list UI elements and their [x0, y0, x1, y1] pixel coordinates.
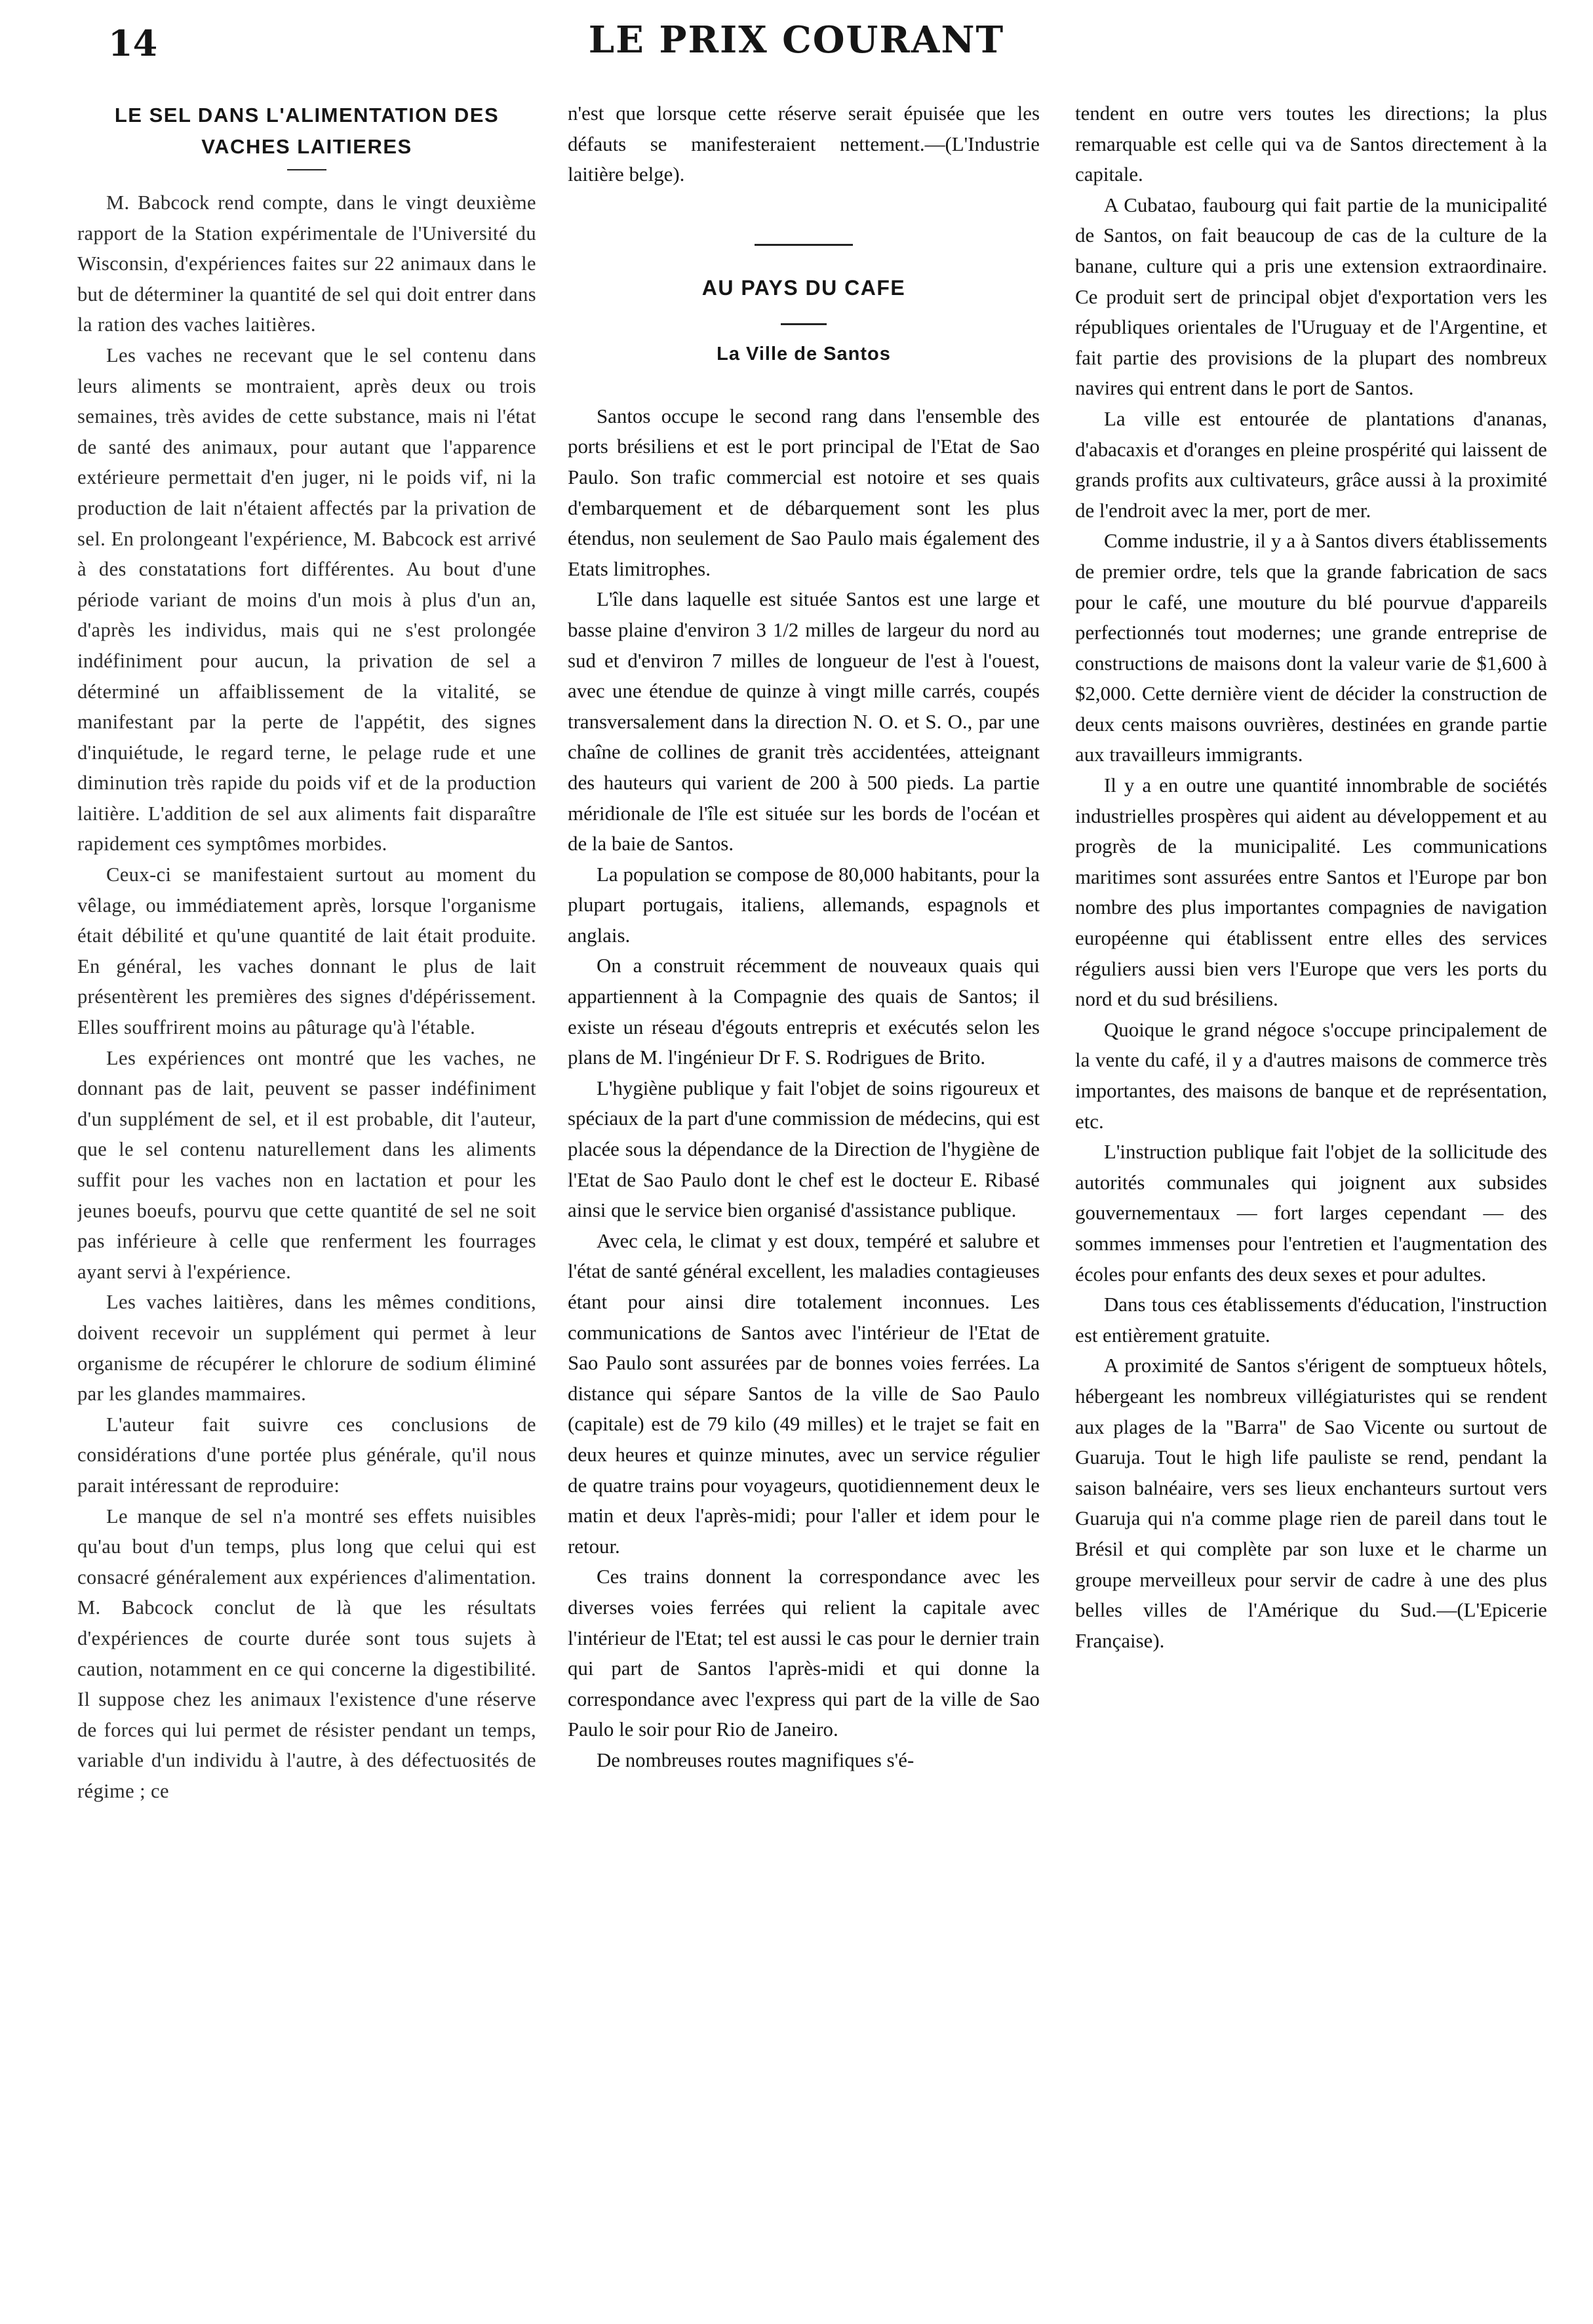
column-3 [1075, 98, 1547, 2304]
article-paragraph: tendent en outre vers toutes les directions; la plus remarquable est celle qui va de Santos directement à la capitale. [1075, 102, 1547, 186]
article-paragraph: L'île dans laquelle est située Santos est une large et basse plaine d'environ 3 1/2 milles de largeur du nord au sud et d'environ 7 milles de longueur de l'est à l'ouest, avec une étendue de quinze à vingt mille carrés, coupés transversalement dans la direction N. O. et S. O., par une chaîne de collines de granit très accidentées, atteignant des hauteurs qui varient de 200 à 500 pieds. La partie méridionale de l'île est située sur les bords de l'océan et de la baie de Santos. [568, 587, 1040, 856]
article-separator [755, 244, 853, 246]
article-paragraph: M. Babcock rend compte, dans le vingt deuxième rapport de la Station expérimentale de l'Université du Wisconsin, d'expériences faites sur 22 animaux dans le but de déterminer la quantité de sel qui doit entrer dans la ration des vaches laitières. [77, 191, 536, 336]
article-paragraph: Les expériences ont montré que les vaches, ne donnant pas de lait, peuvent se passer indéfiniment d'un supplément de sel, et il est probable, dit l'auteur, que le sel contenu naturellement dans les aliments suffit pour les vaches non en lactation et pour les jeunes boeufs, pourvu que cette quantité de sel ne soit pas inférieure à celle que renferment les fourrages ayant servi à l'expérience. [77, 1046, 536, 1283]
article-paragraph: L'auteur fait suivre ces conclusions de considérations d'une portée plus générale, qu'il nous parait intéressant de reproduire: [77, 1413, 536, 1497]
article-paragraph: De nombreuses routes magnifiques s'é- [597, 1748, 914, 1771]
heading-divider [781, 323, 827, 325]
article-paragraph: L'hygiène publique y fait l'objet de soins rigoureux et spéciaux de la part d'une commission de médecins, qui est placée sous la dépendance de la Direction de l'hygiène de l'Etat de Sao Paulo dont le chef est le docteur E. Ribasé ainsi que le service bien organisé d'assistance publique. [568, 1076, 1040, 1222]
article-paragraph: Avec cela, le climat y est doux, tempéré et salubre et l'état de santé général excellent, les maladies contagieuses étant pour ainsi dire totalement inconnues. Les communications de Santos avec l'intérieur de l'Etat de Sao Paulo sont assurées par de bonnes voies ferrées. La distance qui sépare Santos de la ville de Sao Paulo (capitale) est de 79 kilo (49 milles) et le trajet se fait en deux heures et quinze minutes, avec un service régulier de quatre trains pour voyageurs, quotidiennement deux le matin et deux l'après-midi; pour l'aller et idem pour le retour. [568, 1229, 1040, 1558]
running-title: LE PRIX COURANT [588, 18, 1005, 62]
article-paragraph: Dans tous ces établissements d'éducation, l'instruction est entièrement gratuite. [1075, 1293, 1547, 1347]
article-paragraph: L'instruction publique fait l'objet de la sollicitude des autorités communales qui joignent aux subsides gouvernementaux — fort larges cependant — des sommes immenses pour l'entretien et l'augmentation des écoles pour enfants des deux sexes et pour adultes. [1075, 1140, 1547, 1286]
article-paragraph: Le manque de sel n'a montré ses effets nuisibles qu'au bout d'un temps, plus long que celui qui est consacré généralement aux expériences d'alimentation. M. Babcock conclut de là que les résultats d'expériences de courte durée sont tous sujets à caution, notamment en ce qui concerne la digestibilité. Il suppose chez les animaux l'existence d'une réserve de forces qui lui permet de résister pendant un temps, variable d'un individu à l'autre, à des défectuosités de régime ; ce [77, 1505, 536, 1802]
article-paragraph: Comme industrie, il y a à Santos divers établissements de premier ordre, tels que la grande fabrication de sacs pour le café, une mouture du blé pourvue d'appareils perfectionnés tout modernes; une grande entreprise de constructions de maisons dont la valeur varie de $1,600 à $2,000. Cette dernière vient de décider la construction de deux cents maisons ouvrières, destinées en grande partie aux travailleurs immigrants. [1075, 529, 1547, 766]
heading-divider [287, 169, 326, 170]
article-paragraph: A proximité de Santos s'érigent de somptueux hôtels, hébergeant les nombreux villégiaturistes qui se rendent aux plages de la "Barra" de Sao Vicente ou surtout de Guaruja. Tout le high life pauliste se rend, pendant la saison balnéaire, vers ses lieux enchanteurs surtout vers Guaruja qui n'a comme plage rien de pareil dans tout le Brésil et qui complète par son luxe et le charme un groupe merveilleux pour servir de cadre à une des plus belles villes de l'Amérique du Sud.—(L'Epicerie Française). [1075, 1354, 1547, 1652]
article-paragraph: Ces trains donnent la correspondance avec les diverses voies ferrées qui relient la capitale avec l'intérieur de l'Etat; tel est aussi le cas pour le dernier train qui part de Santos l'après-midi et qui donne la correspondance avec l'express qui part de la ville de Sao Paulo le soir pour Rio de Janeiro. [568, 1565, 1040, 1741]
article-paragraph: La ville est entourée de plantations d'ananas, d'abacaxis et d'oranges en pleine prospérité qui laissent de grands profits aux cultivateurs, grâce aussi à la proximité de l'endroit avec la mer, port de mer. [1075, 406, 1547, 522]
article-paragraph: Il y a en outre une quantité innombrable de sociétés industrielles prospères qui aident au développement et au progrès de la municipalité. Les communications maritimes sont assurées entre Santos et l'Europe par bon nombre des plus importantes compagnies de navigation européenne qui établissent entre elles des services réguliers aussi bien vers l'Europe que vers les ports du nord et du sud brésiliens. [1075, 774, 1547, 1011]
column-2 [568, 98, 1040, 2304]
article-paragraph: A Cubatao, faubourg qui fait partie de la municipalité de Santos, on fait beaucoup de cas de la culture de la banane, culture qui a pris une extension extraordinaire. Ce produit sert de principal objet d'exportation vers les républiques orientales de l'Uruguay et de l'Argentine, et fait partie des provisions de la plupart des nombreux navires qui entrent dans le port de Santos. [1075, 193, 1547, 400]
article-continuation: n'est que lorsque cette réserve serait épuisée que les défauts se manifesteraient nettement.—(L'Industrie laitière belge). [568, 102, 1040, 186]
column-1 [77, 98, 536, 2304]
article-paragraph: Santos occupe le second rang dans l'ensemble des ports brésiliens et est le port principal de l'Etat de Sao Paulo. Son trafic commercial est notoire et ses quais d'embarquement et de débarquement sont les plus étendus, non seulement de Sao Paulo mais également des Etats limitrophes. [568, 404, 1040, 580]
article-paragraph: On a construit récemment de nouveaux quais qui appartiennent à la Compagnie des quais de Santos; il existe un réseau d'égouts entrepris et exécutés selon les plans de M. l'ingénieur Dr F. S. Rodrigues de Brito. [568, 954, 1040, 1069]
page-header [0, 16, 1593, 75]
section-heading-coffee: AU PAYS DU CAFE [701, 275, 906, 300]
article-heading-salt: LE SEL DANS L'ALIMENTATION DES VACHES LAITIERES [114, 104, 500, 158]
article-paragraph: La population se compose de 80,000 habitants, pour la plupart portugais, italiens, allemands, espagnols et anglais. [568, 862, 1040, 947]
article-paragraph: Ceux-ci se manifestaient surtout au moment du vêlage, ou immédiatement après, lorsque l'organisme était débilité et qu'une quantité de lait était produite. En général, les vaches donnant le plus de lait présentèrent les premières des signes d'dépérissement. Elles souffrirent moins au pâturage qu'à l'étable. [77, 863, 536, 1039]
article-paragraph: Quoique le grand négoce s'occupe principalement de la vente du café, il y a d'autres maisons de commerce très importantes, des maisons de banque et de représentation, etc. [1075, 1017, 1547, 1133]
page-number: 14 [108, 22, 158, 64]
sub-heading-santos: La Ville de Santos [717, 343, 891, 364]
article-paragraph: Les vaches ne recevant que le sel contenu dans leurs aliments se montraient, après deux ou trois semaines, très avides de cette substance, mais ni l'état de santé des animaux, pour autant que l'apparence extérieure permettait d'en juger, ni le poids vif, ni la production de lait n'étaient affectés par la privation de sel. En prolongeant l'expérience, M. Babcock est arrivé à des constatations fort différentes. Au bout d'une période variant de moins d'un mois à plus d'un an, d'après les individus, mais qui ne s'est prolongée indéfiniment pour aucun, la privation de sel a déterminé un affaiblissement de la vitalité, se manifestant par la perte de l'appétit, des signes d'inquiétude, le regard terne, le pelage rude et une diminution très rapide du poids vif et de la production laitière. L'addition de sel aux aliments fait disparaître rapidement ces symptômes morbides. [77, 344, 536, 856]
article-paragraph: Les vaches laitières, dans les mêmes conditions, doivent recevoir un supplément qui permet à leur organisme de récupérer le chlorure de sodium éliminé par les glandes mammaires. [77, 1291, 536, 1406]
